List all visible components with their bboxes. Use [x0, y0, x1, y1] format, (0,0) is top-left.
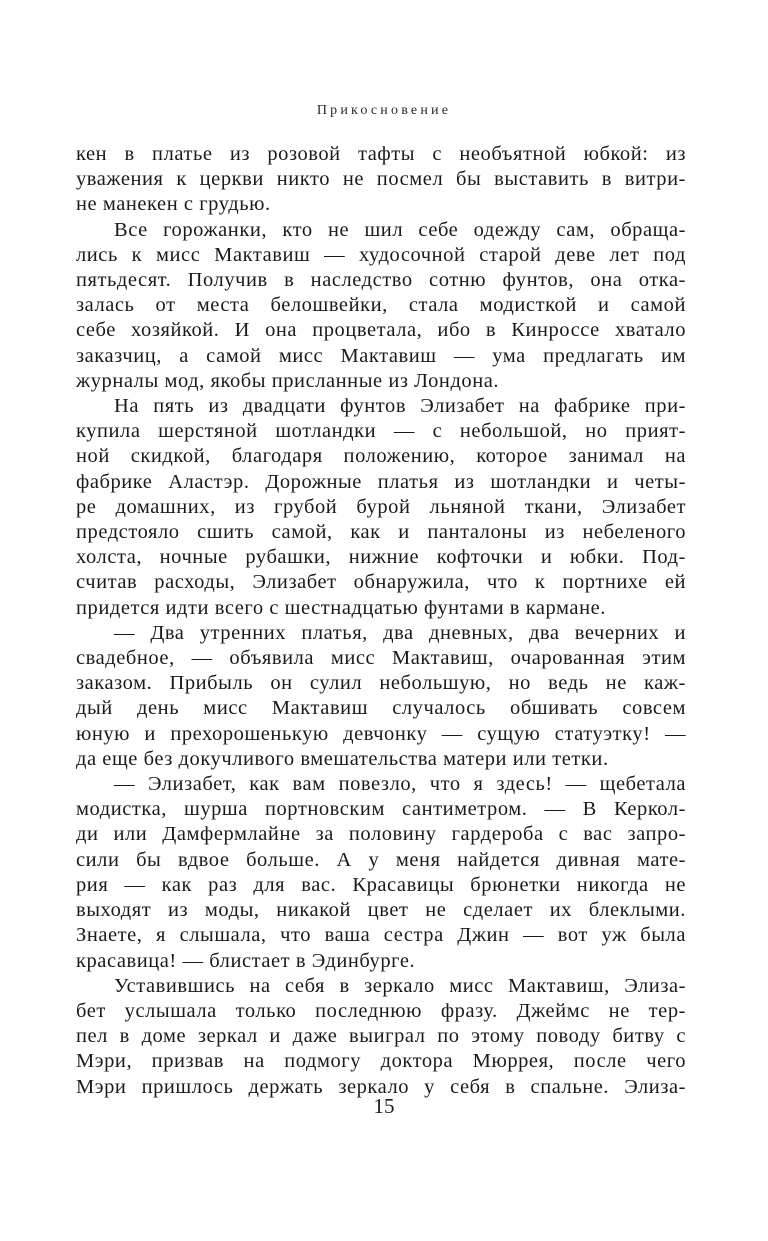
text-line: бет услышала только последнюю фразу. Джеймс не тер- — [76, 999, 686, 1022]
text-line: красавица! — блистает в Эдинбурге. — [76, 949, 416, 972]
page-number: 15 — [373, 1094, 395, 1118]
text-line: уважения к церкви никто не посмел бы выставить в витри- — [76, 168, 686, 191]
text-line: себе хозяйкой. И она процветала, ибо в Кинроссе хватало — [76, 319, 686, 342]
text-line: Знаете, я слышала, что ваша сестра Джин — вот уж была — [76, 924, 686, 947]
text-line: сили бы вдвое больше. А у меня найдется дивная мате- — [76, 848, 686, 871]
text-line: модистка, шурша портновским сантиметром. — В Керкол- — [76, 798, 686, 821]
paragraph-6 — [76, 974, 686, 1100]
text-line: Уставившись на себя в зеркало мисс Мактавиш, Элиза- — [114, 974, 686, 997]
text-line: заказом. Прибыль он сулил небольшую, но ведь не каж- — [76, 672, 686, 695]
paragraph-2 — [76, 218, 686, 394]
text-line: юную и прехорошенькую девчонку — сущую статуэтку! — — [76, 722, 686, 745]
paragraph-1 — [76, 142, 686, 218]
body-text — [76, 142, 686, 1100]
text-line: — Элизабет, как вам повезло, что я здесь! — щебетала — [114, 773, 686, 796]
text-line: заказчиц, а самой мисс Мактавиш — ума предлагать им — [76, 344, 686, 367]
text-line: выходят из моды, никакой цвет не сделает их блеклыми. — [76, 899, 686, 922]
text-line: журналы мод, якобы присланные из Лондона. — [76, 369, 500, 392]
text-line: считав расходы, Элизабет обнаружила, что к портнихе ей — [76, 571, 686, 594]
text-line: ди или Дамфермлайне за половину гардероба с вас запро- — [76, 823, 686, 846]
paragraph-3 — [76, 394, 686, 621]
text-line: дый день мисс Мактавиш случалось обшивать совсем — [76, 697, 686, 720]
text-line: Мэри пришлось держать зеркало у себя в спальне. Элиза- — [76, 1075, 686, 1098]
paragraph-5 — [76, 772, 686, 974]
text-line: купила шерстяной шотландки — с небольшой, но прият- — [76, 420, 686, 443]
text-line: ной скидкой, благодаря положению, которое занимал на — [76, 445, 686, 468]
text-line: да еще без докучливого вмешательства матери или тетки. — [76, 747, 609, 770]
text-line: лись к мисс Мактавиш — худосочной старой деве лет под — [76, 243, 686, 266]
text-line: ре домашних, из грубой бурой льняной ткани, Элизабет — [76, 495, 686, 518]
text-line: фабрике Аластэр. Дорожные платья из шотландки и четы- — [76, 470, 686, 493]
text-line: пел в доме зеркал и даже выиграл по этому поводу битву с — [76, 1025, 686, 1048]
text-line: На пять из двадцати фунтов Элизабет на фабрике при- — [114, 395, 686, 418]
text-line: пятьдесят. Получив в наследство сотню фунтов, она отка- — [76, 269, 686, 292]
text-line: залась от места белошвейки, стала модисткой и самой — [76, 294, 686, 317]
text-line: Все горожанки, кто не шил себе одежду сам, обраща- — [114, 218, 686, 241]
paragraph-4 — [76, 621, 686, 772]
text-line: рия — как раз для вас. Красавицы брюнетки никогда не — [76, 873, 686, 896]
text-line: — Два утренних платья, два дневных, два вечерних и — [114, 621, 686, 644]
text-line: Мэри, призвав на подмогу доктора Мюррея, после чего — [76, 1050, 686, 1073]
text-line: не манекен с грудью. — [76, 193, 271, 216]
running-head: Прикосновение — [316, 103, 452, 118]
text-line: кен в платье из розовой тафты с необъятной юбкой: из — [76, 143, 686, 165]
text-line: свадебное, — объявила мисс Мактавиш, очарованная этим — [76, 647, 686, 670]
text-line: придется идти всего с шестнадцатью фунтами в кармане. — [76, 596, 606, 619]
text-line: холста, ночные рубашки, нижние кофточки и юбки. Под- — [76, 546, 686, 569]
text-line: предстояло сшить самой, как и панталоны из небеленого — [76, 521, 686, 544]
